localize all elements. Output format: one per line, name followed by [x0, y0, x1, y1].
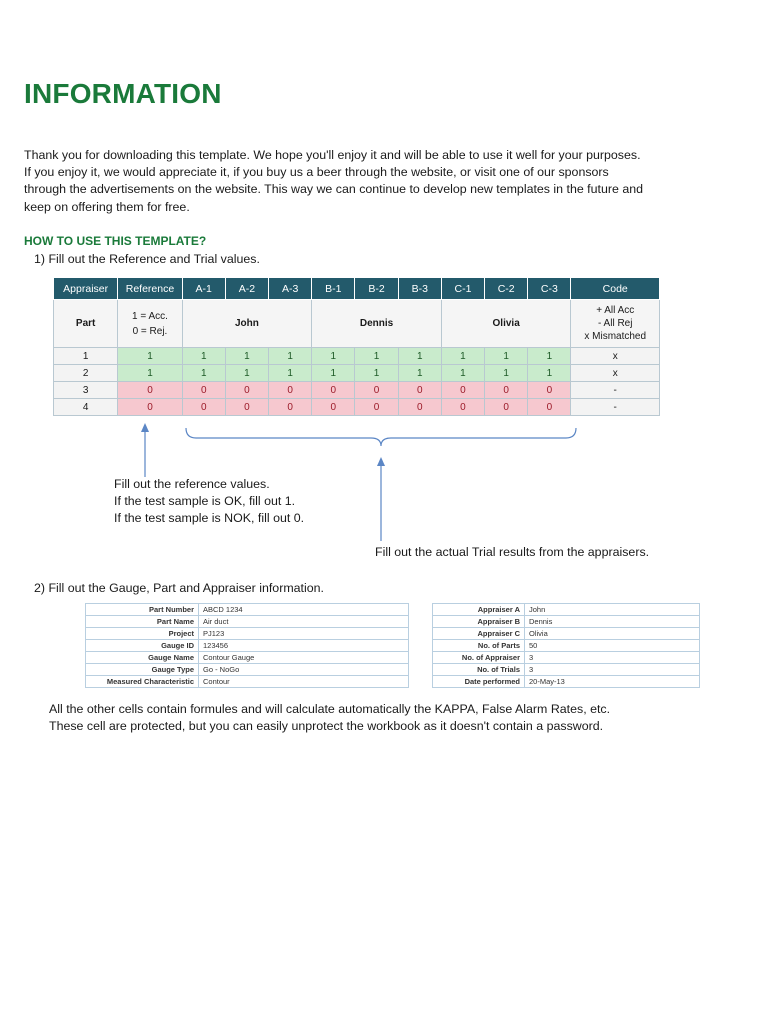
- part-number-cell: 1: [54, 348, 118, 365]
- trial-cell[interactable]: 1: [528, 365, 571, 382]
- closing-text: [49, 701, 610, 735]
- trial-cell[interactable]: 1: [485, 348, 528, 365]
- trial-cell[interactable]: 0: [528, 382, 571, 399]
- appraiser-name-row: [54, 300, 660, 348]
- appraiser-info-row: [433, 604, 700, 616]
- trial-cell[interactable]: 0: [355, 382, 398, 399]
- appraiser-name-b: Dennis: [312, 300, 442, 348]
- part-number-cell: 2: [54, 365, 118, 382]
- code-legend-mismatched: x Mismatched: [584, 331, 647, 342]
- trial-cell[interactable]: 0: [441, 382, 484, 399]
- trial-cell[interactable]: 0: [398, 399, 441, 416]
- reference-legend-reject: 0 = Rej.: [132, 325, 168, 337]
- header-a1: A-1: [182, 278, 225, 300]
- intro-line: keep on offering them for free.: [24, 199, 190, 214]
- trial-cell[interactable]: 1: [269, 365, 312, 382]
- header-code: Code: [571, 278, 660, 300]
- info-value[interactable]: Contour Gauge: [199, 652, 409, 664]
- trial-cell[interactable]: 0: [441, 399, 484, 416]
- trial-cell[interactable]: 0: [182, 382, 225, 399]
- reference-arrow-head: [141, 423, 149, 432]
- trial-cell[interactable]: 1: [225, 348, 268, 365]
- info-value[interactable]: 50: [525, 640, 700, 652]
- info-value[interactable]: Olivia: [525, 628, 700, 640]
- trial-bracket: [186, 428, 576, 446]
- trial-arrow-head: [377, 457, 385, 466]
- trial-row: [54, 348, 660, 365]
- info-value[interactable]: Air duct: [199, 616, 409, 628]
- trial-cell[interactable]: 1: [441, 348, 484, 365]
- info-value[interactable]: 3: [525, 652, 700, 664]
- trial-cell[interactable]: 1: [398, 348, 441, 365]
- info-label: No. of Parts: [433, 640, 525, 652]
- header-c3: C-3: [528, 278, 571, 300]
- closing-line: These cell are protected, but you can easily unprotect the workbook as it doesn't contain a password.: [49, 719, 604, 734]
- code-cell: x: [571, 348, 660, 365]
- trial-table-header: [54, 278, 660, 300]
- trial-cell[interactable]: 1: [312, 365, 355, 382]
- trial-cell[interactable]: 0: [355, 399, 398, 416]
- step-2-text: 2) Fill out the Gauge, Part and Appraiser information.: [34, 581, 324, 595]
- gauge-info-row: [86, 628, 409, 640]
- gauge-info-row: [86, 616, 409, 628]
- info-value[interactable]: 123456: [199, 640, 409, 652]
- info-label: Appraiser C: [433, 628, 525, 640]
- trial-annotation: Fill out the actual Trial results from the appraisers.: [375, 545, 650, 559]
- info-value[interactable]: ABCD 1234: [199, 604, 409, 616]
- part-label: Part: [54, 300, 118, 348]
- trial-row: [54, 399, 660, 416]
- code-legend-all-rej: - All Rej: [598, 318, 633, 329]
- appraiser-info-row: [433, 676, 700, 688]
- trial-cell[interactable]: 1: [528, 348, 571, 365]
- appraiser-info-row: [433, 652, 700, 664]
- info-label: Date performed: [433, 676, 525, 688]
- reference-annotation-line: If the test sample is NOK, fill out 0.: [114, 511, 305, 526]
- reference-cell[interactable]: 1: [118, 365, 182, 382]
- intro-line: Thank you for downloading this template. We hope you'll enjoy it and will be able to use it well for your purposes.: [24, 148, 641, 162]
- howto-heading: HOW TO USE THIS TEMPLATE?: [24, 234, 207, 248]
- trial-cell[interactable]: 0: [528, 399, 571, 416]
- info-label: Appraiser A: [433, 604, 525, 616]
- reference-annotation-line: If the test sample is OK, fill out 1.: [114, 494, 296, 509]
- header-reference: Reference: [118, 278, 182, 300]
- info-label: Gauge Type: [86, 664, 199, 676]
- info-value[interactable]: 20-May-13: [525, 676, 700, 688]
- info-label: Appraiser B: [433, 616, 525, 628]
- info-label: Project: [86, 628, 199, 640]
- trial-cell[interactable]: 1: [269, 348, 312, 365]
- header-c2: C-2: [485, 278, 528, 300]
- info-value[interactable]: 3: [525, 664, 700, 676]
- header-b1: B-1: [312, 278, 355, 300]
- trial-cell[interactable]: 0: [312, 382, 355, 399]
- closing-line: All the other cells contain formules and will calculate automatically the KAPPA, False Alarm Rates, etc.: [49, 702, 611, 716]
- header-a2: A-2: [225, 278, 268, 300]
- reference-cell[interactable]: 0: [118, 399, 182, 416]
- trial-cell[interactable]: 0: [485, 382, 528, 399]
- trial-cell[interactable]: 1: [441, 365, 484, 382]
- gauge-part-info-table: [85, 603, 409, 688]
- trial-cell[interactable]: 1: [182, 365, 225, 382]
- header-b3: B-3: [398, 278, 441, 300]
- reference-legend-accept: 1 = Acc.: [132, 310, 168, 322]
- trial-cell[interactable]: 0: [485, 399, 528, 416]
- trial-cell[interactable]: 0: [182, 399, 225, 416]
- info-value[interactable]: PJ123: [199, 628, 409, 640]
- trial-cell[interactable]: 0: [398, 382, 441, 399]
- trial-cell[interactable]: 0: [269, 382, 312, 399]
- trial-cell[interactable]: 0: [312, 399, 355, 416]
- trial-cell[interactable]: 1: [355, 348, 398, 365]
- header-b2: B-2: [355, 278, 398, 300]
- trial-cell[interactable]: 0: [269, 399, 312, 416]
- reference-annotation: [114, 476, 304, 528]
- trial-cell[interactable]: 1: [355, 365, 398, 382]
- header-appraiser: Appraiser: [54, 278, 118, 300]
- info-label: Measured Characteristic: [86, 676, 199, 688]
- part-number-cell: 3: [54, 382, 118, 399]
- reference-legend: [118, 300, 182, 348]
- step-1-text: 1) Fill out the Reference and Trial values.: [34, 252, 260, 266]
- trial-cell[interactable]: 0: [225, 382, 268, 399]
- code-legend-all-acc: + All Acc: [596, 305, 635, 316]
- appraiser-info-row: [433, 628, 700, 640]
- reference-cell[interactable]: 0: [118, 382, 182, 399]
- trial-cell[interactable]: 1: [485, 365, 528, 382]
- trial-cell[interactable]: 1: [225, 365, 268, 382]
- info-label: Part Name: [86, 616, 199, 628]
- info-value[interactable]: Contour: [199, 676, 409, 688]
- trial-table-body: [54, 348, 660, 416]
- appraiser-info-row: [433, 664, 700, 676]
- trial-cell[interactable]: 1: [312, 348, 355, 365]
- trial-row: [54, 382, 660, 399]
- page-title: INFORMATION: [24, 78, 222, 109]
- gauge-info-row: [86, 664, 409, 676]
- trial-cell[interactable]: 1: [398, 365, 441, 382]
- header-a3: A-3: [269, 278, 312, 300]
- info-label: Gauge ID: [86, 640, 199, 652]
- reference-cell[interactable]: 1: [118, 348, 182, 365]
- code-cell: -: [571, 399, 660, 416]
- trial-row: [54, 365, 660, 382]
- trial-cell[interactable]: 0: [225, 399, 268, 416]
- info-label: No. of Trials: [433, 664, 525, 676]
- reference-annotation-line: Fill out the reference values.: [114, 477, 270, 491]
- info-value[interactable]: John: [525, 604, 700, 616]
- header-c1: C-1: [441, 278, 484, 300]
- trial-cell[interactable]: 1: [182, 348, 225, 365]
- appraiser-info-table: [432, 603, 700, 688]
- code-legend: [571, 300, 660, 348]
- appraiser-name-c: Olivia: [441, 300, 571, 348]
- gauge-info-row: [86, 676, 409, 688]
- code-cell: -: [571, 382, 660, 399]
- info-label: Part Number: [86, 604, 199, 616]
- trial-table: [53, 277, 660, 416]
- gauge-info-row: [86, 604, 409, 616]
- intro-text: [24, 147, 724, 216]
- appraiser-info-row: [433, 616, 700, 628]
- gauge-info-row: [86, 652, 409, 664]
- part-number-cell: 4: [54, 399, 118, 416]
- info-value[interactable]: Go - NoGo: [199, 664, 409, 676]
- info-label: Gauge Name: [86, 652, 199, 664]
- code-cell: x: [571, 365, 660, 382]
- appraiser-info-row: [433, 640, 700, 652]
- intro-line: through the advertisements on the website. This way we can continue to develop new templates in the future and: [24, 182, 643, 197]
- info-value[interactable]: Dennis: [525, 616, 700, 628]
- intro-line: If you enjoy it, we would appreciate it, if you buy us a beer through the website, or visit one of our sponsors: [24, 165, 609, 180]
- gauge-info-row: [86, 640, 409, 652]
- info-label: No. of Appraiser: [433, 652, 525, 664]
- appraiser-name-a: John: [182, 300, 312, 348]
